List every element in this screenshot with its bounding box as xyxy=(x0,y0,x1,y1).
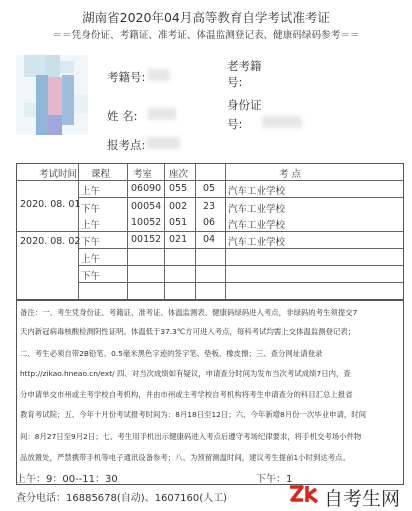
row-period: 下午 xyxy=(81,204,101,215)
old-exam-id-label-line1: 老考籍 xyxy=(227,59,262,73)
row-period: 上午 xyxy=(81,220,101,231)
row-period: 下午 xyxy=(81,237,101,248)
exam-date-2: 2020. 08. 02 xyxy=(20,236,81,247)
row-seat: 23 xyxy=(203,201,216,212)
watermark-site-name: 自考生网 xyxy=(323,488,400,510)
row-room: 051 xyxy=(169,217,188,228)
row-course: 00152 xyxy=(131,234,162,245)
exam-id-value-redacted xyxy=(148,69,170,81)
row-room: 055 xyxy=(169,183,188,194)
score-query-phone: 查分电话：16885678(自动)、1607160(人工) xyxy=(16,493,228,504)
row-course: 00054 xyxy=(131,201,162,212)
site-value-redacted xyxy=(146,137,180,149)
page-title: 湖南省2020年04月高等教育自学考试准考证 xyxy=(82,10,330,25)
row-period: 下午 xyxy=(81,271,101,282)
name-label: 姓 名: xyxy=(107,109,138,123)
exam-date-1: 2020. 08. 01 xyxy=(20,199,81,210)
morning-time: 上午：9：00--11：30 xyxy=(16,474,118,485)
header-seat: 座次 xyxy=(169,169,189,180)
note-line: 分申请单交市州或主考学校自考机构，并由市州或主考学校自考机构将考生申请查分的科目汇总上报省 xyxy=(20,390,353,399)
row-room: 002 xyxy=(169,201,188,212)
header-site: 考 点 xyxy=(279,169,302,180)
notes-box xyxy=(16,300,404,485)
note-line: 间：8月27日至9月2日；七、考生用手机出示健康码进入考点后遵守考场纪律要求，将手机交考场小件物 xyxy=(20,432,362,441)
site-label: 报考点: xyxy=(107,138,146,152)
row-room: 021 xyxy=(169,234,188,245)
note-line: 教育考试院；五、今年十月份考试报考时间为：8月18日至12日；六、今年新增8月份一次毕业申请，时间 xyxy=(20,410,367,419)
note-line: 品放置处，严禁携带手机等电子通讯设备参考；八、为预留测温时间，建议考生提前1小时到达考点。 xyxy=(20,453,350,462)
note-line: 备注：一、考生凭身份证、考籍证、准考证、体温监测表、健康码绿码进入考点，非绿码的考生须提交7 xyxy=(20,308,358,317)
row-course: 06090 xyxy=(131,183,162,194)
row-period: 上午 xyxy=(81,186,101,197)
name-value-redacted xyxy=(148,108,176,120)
zikaosheng-logo-icon xyxy=(288,484,322,504)
afternoon-time: 下午：1 xyxy=(256,474,293,485)
header-course: 课程 xyxy=(91,169,111,180)
row-site: 汽车工业学校 xyxy=(228,237,286,248)
exam-id-label: 考籍号: xyxy=(107,70,146,84)
note-line: 天内新冠病毒核酸检测阴性证明。体温低于37.3℃方可进入考点，每科考试均需上交体温监测登记表； xyxy=(20,327,356,336)
exam-schedule-table xyxy=(16,163,404,300)
id-card-value-redacted xyxy=(262,116,302,128)
page-subtitle: ＝＝凭身份证、考籍证、准考证、体温监测登记表、健康码绿码参考＝＝ xyxy=(52,30,360,41)
note-line: http://zikao.hneao.cn/ext/ 四、对当次成绩如有疑议，申请查分时间为发布当次考试成绩7日内，查 xyxy=(20,369,351,378)
row-site: 汽车工业学校 xyxy=(228,220,286,231)
id-card-label-line1: 身份证 xyxy=(227,98,262,112)
row-site: 汽车工业学校 xyxy=(228,204,286,215)
candidate-photo xyxy=(16,55,88,135)
row-course: 10052 xyxy=(131,217,162,228)
header-room: 考室 xyxy=(133,169,153,180)
row-period: 上午 xyxy=(81,254,101,265)
old-exam-id-label-line2: 号: xyxy=(227,75,243,89)
id-card-label-line2: 号: xyxy=(227,117,243,131)
header-exam-time: 考试时间 xyxy=(39,169,78,180)
row-seat: 04 xyxy=(203,234,216,245)
row-seat: 05 xyxy=(203,183,216,194)
row-seat: 06 xyxy=(203,217,216,228)
row-site: 汽车工业学校 xyxy=(228,186,286,197)
note-line: 二、考生必须自带2B铅笔、0.5毫米黑色字迹的签字笔、垫板、橡皮擦；三、查分网址请登录 xyxy=(20,349,323,358)
